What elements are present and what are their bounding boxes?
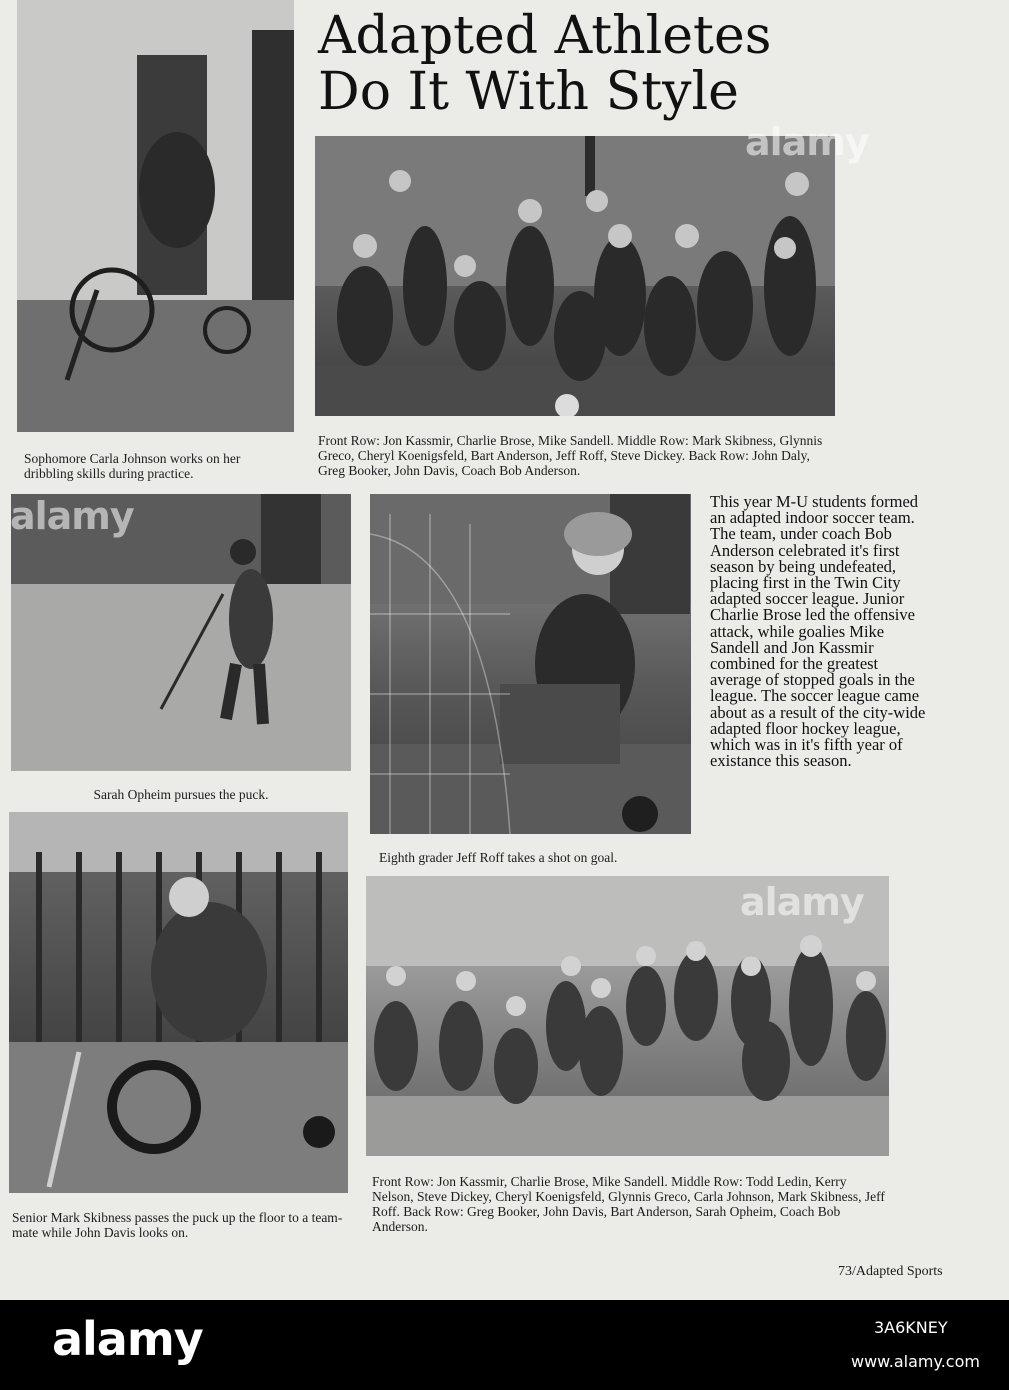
watermark-text: alamy [745,120,869,164]
photo-carla-johnson [17,0,294,432]
article-title [318,8,838,120]
alamy-logo: alamy [52,1312,203,1366]
photo-jeff-roff [370,494,691,834]
site-url: www.alamy.com [851,1352,980,1371]
page-folio: 73/Adapted Sports [838,1264,943,1279]
caption-jeff: Eighth grader Jeff Roff takes a shot on goal. [379,850,618,865]
title-line-1: Adapted Athletes [318,6,772,66]
watermark-text: alamy [10,494,134,538]
article-body: This year M-U students formed an adapted indoor soccer team. The team, under coach Bob Anderson celebrated it's first season by being undefeated, placing first in the Twin City adapted soccer league. Junior Charlie Brose led the offensive attack, while goalies Mike Sandell and Jon Kassmir combined for the greatest average of stopped goals in the league. The soccer league came about as a result of the city-wide adapted floor hockey league, which was in it's fifth year of existance this season. [710,492,926,771]
photo-mark-skibness [9,812,348,1193]
title-line-2: Do It With Style [318,62,739,122]
image-id: 3A6KNEY [874,1318,948,1337]
caption-team-bottom: Front Row: Jon Kassmir, Charlie Brose, Mike Sandell. Middle Row: Todd Ledin, Kerry Nelson, Steve Dickey, Cheryl Koenigsfeld, Glynnis Greco, Carla Johnson, Mark Skibness, Jeff Roff. Back Row: Greg Booker, John Davis, Bart Anderson, Sarah Opheim, Coach Bob Anderson. [372,1174,885,1234]
caption-mark: Senior Mark Skibness passes the puck up the floor to a team-mate while John Davis looks on. [12,1210,343,1240]
caption-team-top: Front Row: Jon Kassmir, Charlie Brose, Mike Sandell. Middle Row: Mark Skibness, Glynnis Greco, Cheryl Koenigsfeld, Bart Anderson, Jeff Roff, Steve Dickey. Back Row: John Daly, Greg Booker, John Davis, Coach Bob Anderson. [318,433,823,478]
photo-team-top [315,136,835,416]
caption-sarah: Sarah Opheim pursues the puck. [93,787,269,802]
watermark-text: alamy [740,880,864,924]
caption-carla: Sophomore Carla Johnson works on her dribbling skills during practice. [24,451,241,481]
